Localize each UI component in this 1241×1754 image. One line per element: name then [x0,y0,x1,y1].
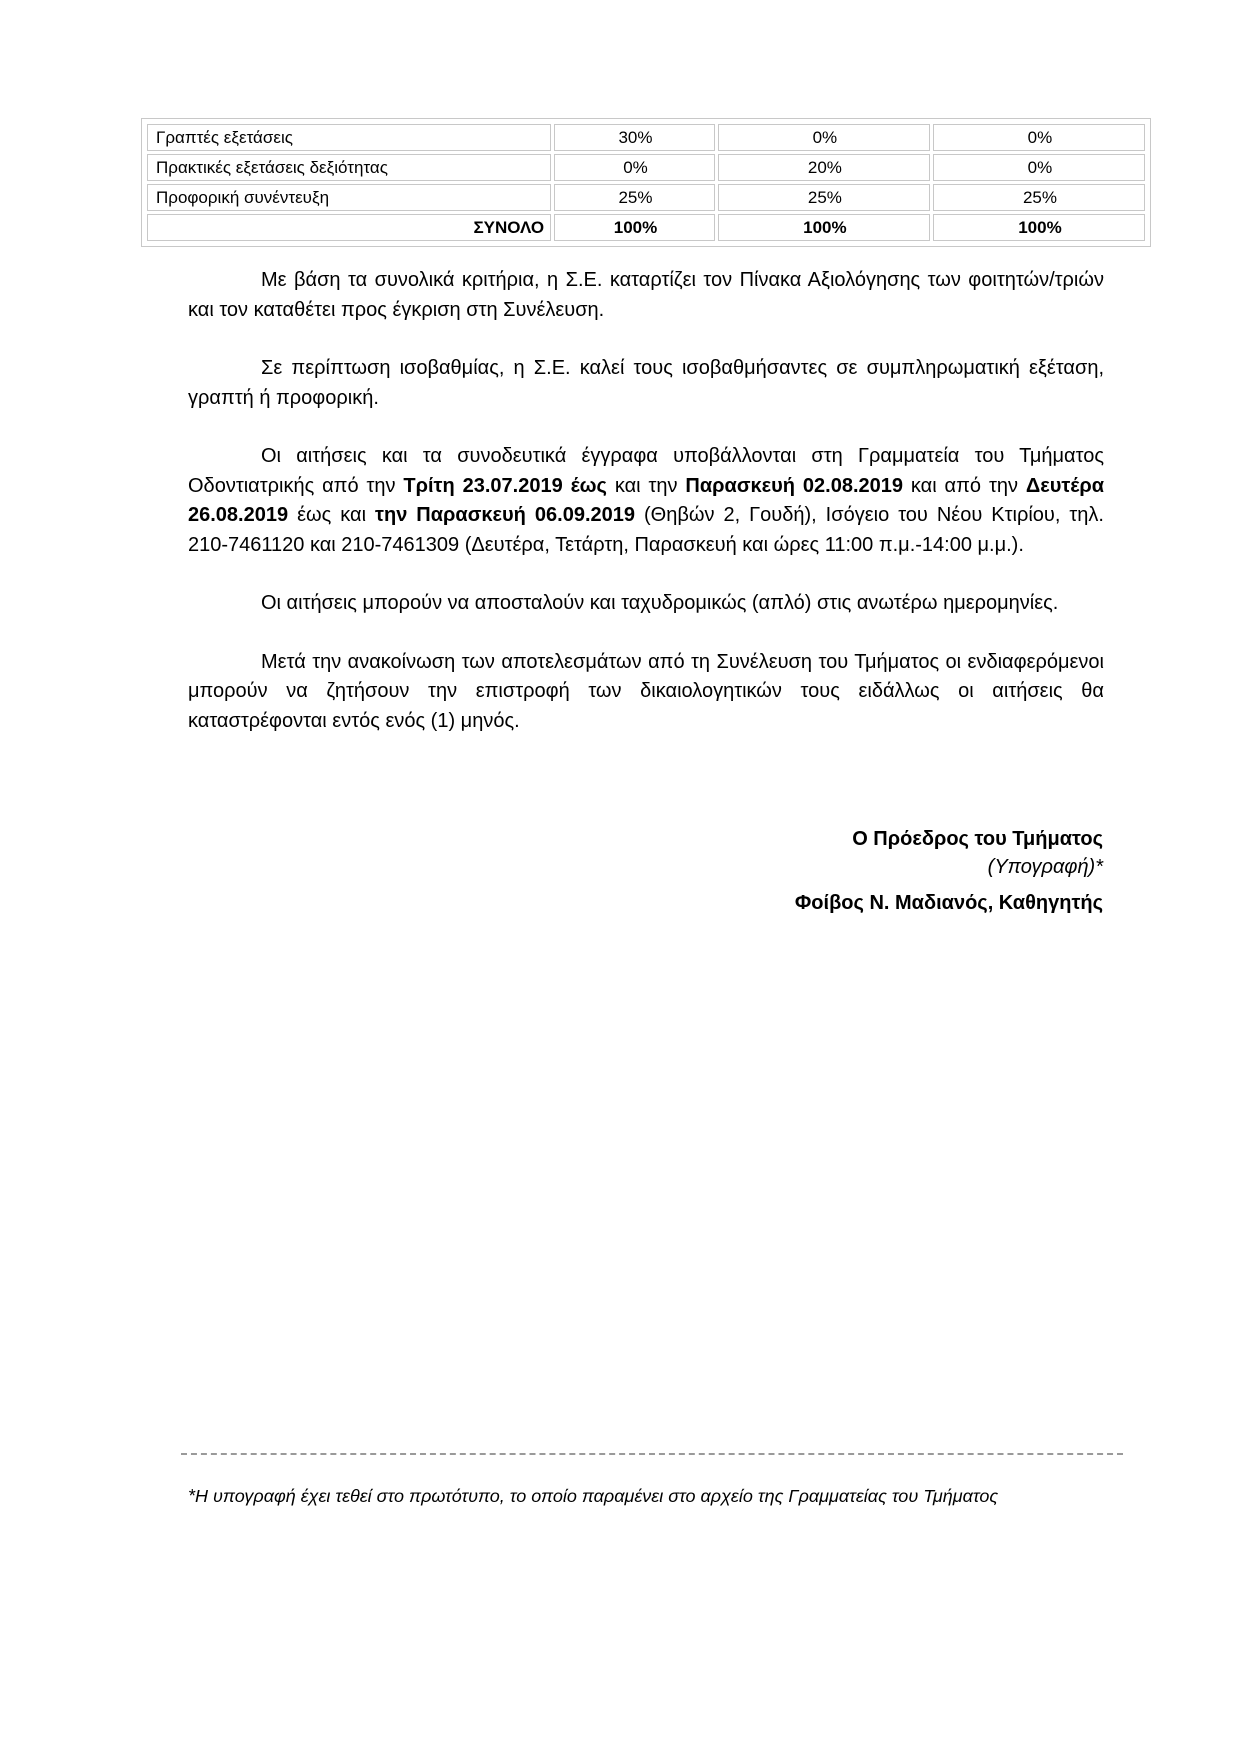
text-span: και από την [903,474,1026,497]
row-value: 0% [933,124,1145,151]
paragraph-submission [188,442,1104,560]
footnote-divider [181,1453,1123,1455]
total-value: 100% [554,214,715,241]
paragraph-return: Μετά την ανακοίνωση των αποτελεσμάτων από τη Συνέλευση του Τμήματος οι ενδιαφερόμενοι μπορούν να ζητήσουν την επιστροφή των δικαιολογητικών τους ειδάλλως οι αιτήσεις θα καταστρέφονται εντός ενός (1) μηνός. [188,650,1104,732]
row-value: 30% [554,124,715,151]
row-value: 0% [933,154,1145,181]
date-start-second: Δευτέρα 26.08.2019 [188,474,1104,526]
row-label: Προφορική συνέντευξη [147,184,551,211]
text-span: και την [606,474,686,497]
text-span: Οι αιτήσεις και τα συνοδευτικά έγγραφα υποβάλλονται στη Γραμματεία του Τμήματος Οδοντιατρικής από την [188,445,1104,497]
paragraph-postal: Οι αιτήσεις μπορούν να αποσταλούν και ταχυδρομικώς (απλό) στις ανωτέρω ημερομηνίες. [261,592,1059,614]
row-value: 20% [718,154,930,181]
row-value: 25% [933,184,1145,211]
signature-note: (Υπογραφή)* [987,856,1103,878]
grading-table [141,118,1151,247]
announcement-body [188,266,1104,765]
date-end-first: Παρασκευή 02.08.2019 [685,474,903,497]
row-label: Πρακτικές εξετάσεις δεξιότητας [147,154,551,181]
text-span: έως και [288,504,376,526]
paragraph-evaluation: Με βάση τα συνολικά κριτήρια, η Σ.Ε. καταρτίζει τον Πίνακα Αξιολόγησης των φοιτητών/τριών και τον καταθέτει προς έγκριση στη Συνέλευση. [188,269,1104,321]
table-row [147,124,1145,151]
footnote: *Η υπογραφή έχει τεθεί στο πρωτότυπο, το οποίο παραμένει στο αρχείο της Γραμματείας του Τμήματος [188,1486,999,1506]
table-total-row [147,214,1145,241]
total-label: ΣΥΝΟΛΟ [147,214,551,241]
text-span: (Θηβών 2, Γουδή), Ισόγειο του Νέου Κτιρίου, τηλ. 210-7461120 και 210-7461309 (Δευτέρα, Τετάρτη, Παρασκευή και ώρες 11:00 π.μ.-14:00 μ.μ.). [188,504,1104,556]
signatory-title: Ο Πρόεδρος του Τμήματος [852,828,1103,850]
total-value: 100% [718,214,930,241]
signature-block [795,825,1103,917]
table-row [147,154,1145,181]
row-value: 0% [554,154,715,181]
row-value: 25% [554,184,715,211]
total-value: 100% [933,214,1145,241]
row-label: Γραπτές εξετάσεις [147,124,551,151]
table-row [147,184,1145,211]
paragraph-tie: Σε περίπτωση ισοβαθμίας, η Σ.Ε. καλεί τους ισοβαθμήσαντες σε συμπληρωματική εξέταση, γραπτή ή προφορική. [188,357,1104,409]
signatory-name: Φοίβος Ν. Μαδιανός, Καθηγητής [794,892,1103,914]
date-start: Τρίτη 23.07.2019 έως [403,474,607,497]
row-value: 25% [718,184,930,211]
grading-table-grid [144,121,1148,244]
date-end-second: την Παρασκευή 06.09.2019 [375,504,635,526]
row-value: 0% [718,124,930,151]
